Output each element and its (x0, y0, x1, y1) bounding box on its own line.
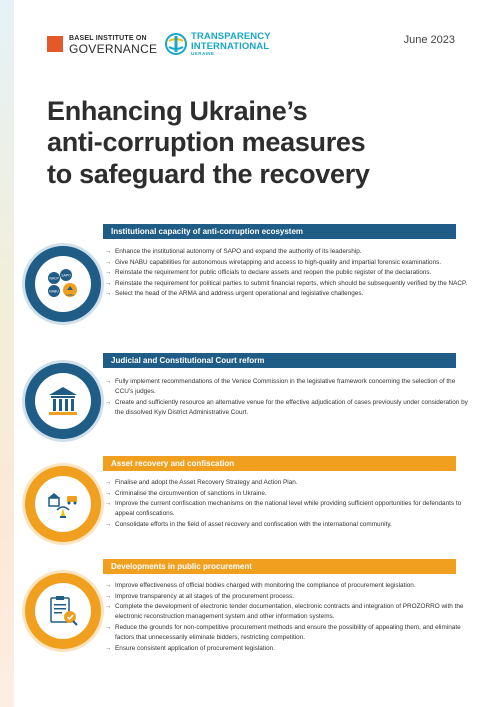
list-item: → Consolidate efforts in the field of asset recovery and confiscation with the international community. (105, 520, 475, 530)
section-bullet-list (105, 377, 475, 418)
section-icon-circle (25, 466, 101, 542)
basel-institute-logo[interactable] (47, 35, 157, 55)
list-item: → Give NABU capabilities for autonomous wiretapping and access to high-quality and impartial forensic examinations. (105, 258, 475, 268)
page-header (47, 30, 455, 60)
section-bullet-list (105, 478, 475, 531)
list-item: → Fully implement recommendations of the Venice Commission in the legislative framework concerning the selection of the CCU’s judges. (105, 377, 475, 397)
list-item: → Select the head of the ARMA and address urgent operational and legislative challenges. (105, 289, 475, 299)
list-item: → Enhance the institutional autonomy of SAPO and expand the authority of its leadership. (105, 247, 475, 257)
section-heading-bar: Judicial and Constitutional Court reform (103, 353, 456, 368)
section-public-procurement (25, 559, 465, 699)
list-item: → Improve the current confiscation mechanisms on the national level while providing sufficient opportunities for defendants to appeal confiscations. (105, 499, 475, 519)
section-asset-recovery (25, 456, 465, 556)
document-title (47, 96, 467, 190)
title-line-2: anti-corruption measures (47, 127, 366, 158)
section-icon-circle (25, 573, 101, 649)
transparency-international-logo[interactable] (165, 32, 271, 57)
list-item: → Ensure consistent application of procurement legislation. (105, 644, 475, 654)
basel-logo-line2: GOVERNANCE (69, 42, 158, 56)
list-item: → Finalise and adopt the Asset Recovery Strategy and Action Plan. (105, 478, 475, 488)
section-icon-circle (25, 363, 101, 439)
institutions-icon (43, 264, 83, 304)
section-heading-bar: Asset recovery and confiscation (103, 456, 456, 471)
procurement-icon (43, 591, 83, 631)
courthouse-icon (43, 381, 83, 421)
section-heading-bar: Developments in public procurement (103, 559, 456, 574)
institution-label-sapo: SAPO (61, 273, 71, 278)
list-item: → Create and sufficiently resource an alternative venue for the effective adjudication of cases previously under consideration by the dissolved Kyiv District Administrative Court. (105, 398, 475, 418)
section-bullet-list (105, 247, 475, 300)
ti-logo-line2: INTERNATIONAL (191, 40, 270, 52)
ti-logo-line1: TRANSPARENCY (191, 31, 271, 42)
list-item: → Reduce the grounds for non-competitive procurement methods and ensure the possibility of appealing them, and eliminate factors that unnecessarily eliminate bidders, restricting competition. (105, 623, 475, 643)
ti-logo-line3: UKRAINE (191, 51, 215, 56)
list-item: → Improve effectiveness of official bodies charged with monitoring the compliance of procurement legislation. (105, 581, 475, 591)
section-icon-circle (25, 246, 101, 322)
ti-globe-icon (165, 33, 187, 55)
basel-square-icon (47, 36, 63, 52)
publication-date: June 2023 (403, 34, 455, 46)
list-item: → Improve transparency at all stages of the procurement process. (105, 592, 475, 602)
title-line-1: Enhancing Ukraine’s (47, 96, 308, 126)
asset-recovery-icon (43, 484, 83, 524)
decorative-edge-strip (0, 0, 14, 707)
title-line-3: to safeguard the recovery (47, 158, 370, 189)
list-item: → Reinstate the requirement for political parties to submit financial reports, which should be subsequently verified by the NACP. (105, 279, 475, 289)
institution-label-arma: ARMA (65, 293, 75, 297)
institution-label-nabu: NABU (49, 289, 59, 294)
basel-logo-line1: BASEL INSTITUTE ON (69, 35, 147, 42)
section-judicial-reform (25, 353, 468, 443)
list-item: → Criminalise the circumvention of sanctions in Ukraine. (105, 489, 475, 499)
section-institutional-capacity (25, 224, 468, 344)
institution-label-nacp: NACP (49, 276, 59, 281)
list-item: → Reinstate the requirement for public officials to declare assets and reopen the public register of the declarations. (105, 268, 475, 278)
section-bullet-list (105, 581, 475, 654)
list-item: → Complete the development of electronic tender documentation, electronic contracts and integration of PROZORRO with the electronic reconstruction management system and other information systems. (105, 602, 475, 622)
section-heading-bar: Institutional capacity of anti-corruption ecosystem (103, 224, 456, 239)
